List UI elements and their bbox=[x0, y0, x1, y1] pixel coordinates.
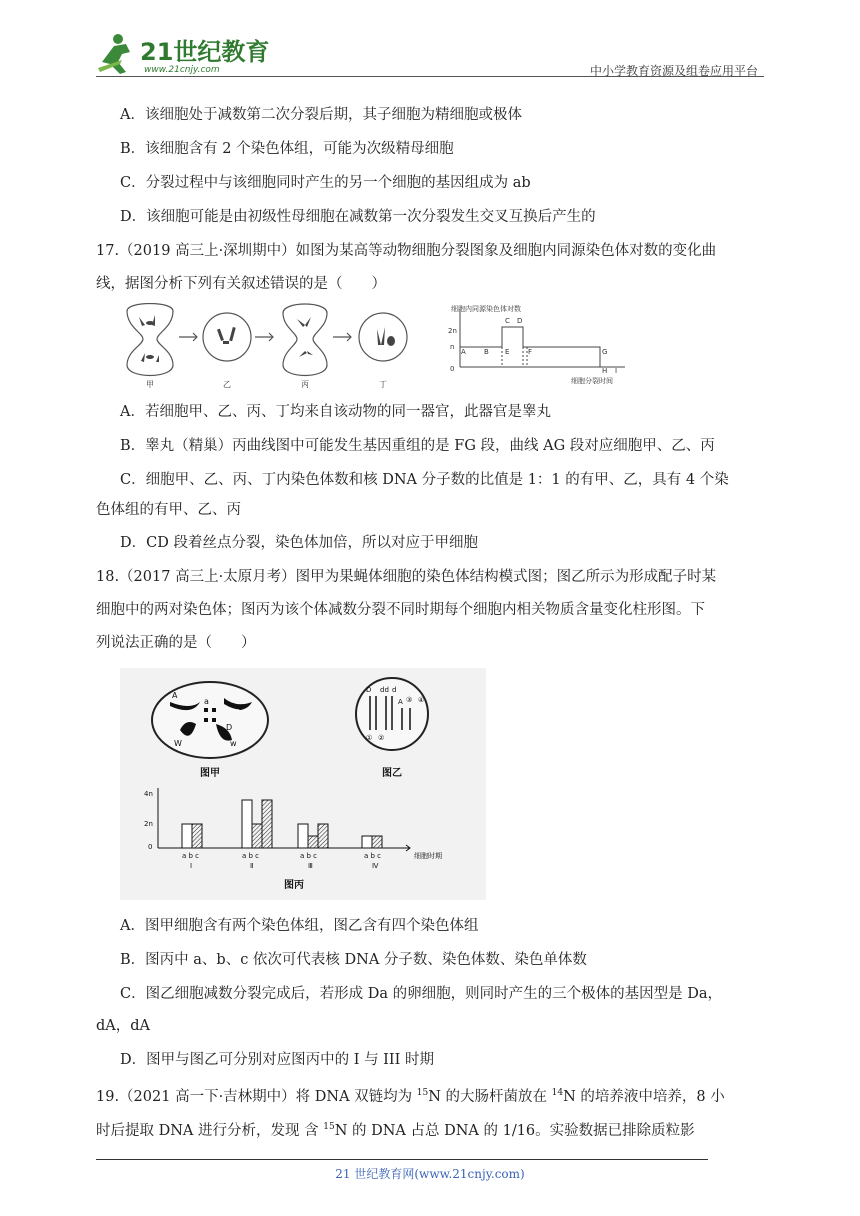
svg-text:E: E bbox=[505, 348, 510, 356]
svg-text:④: ④ bbox=[418, 696, 425, 704]
svg-text:dd: dd bbox=[380, 686, 389, 694]
svg-text:C: C bbox=[505, 317, 510, 325]
svg-text:Ⅰ: Ⅰ bbox=[190, 862, 193, 870]
svg-text:②: ② bbox=[378, 734, 385, 742]
q17-option-c-cont: 色体组的有甲、乙、丙 bbox=[96, 502, 241, 518]
svg-text:Ⅲ: Ⅲ bbox=[308, 862, 313, 870]
q18-stem-line2: 细胞中的两对染色体；图丙为该个体减数分裂不同时期每个细胞内相关物质含量变化柱形图。下 bbox=[96, 602, 705, 618]
q17-option-c: C．细胞甲、乙、丙、丁内染色体数和核 DNA 分子数的比值是 1：1 的有甲、乙，具有 4 个染 bbox=[120, 472, 729, 488]
svg-text:0: 0 bbox=[148, 843, 153, 851]
svg-text:乙: 乙 bbox=[223, 380, 231, 389]
q16-option-a: A．该细胞处于减数第二次分裂后期，其子细胞为精细胞或极体 bbox=[120, 107, 522, 123]
q19-stem-line2: 时后提取 DNA 进行分析，发现 含 $^{15}$N 的 DNA 占总 DNA 的 1/16。实验数据已排除质粒影 bbox=[96, 1122, 695, 1139]
svg-text:丙: 丙 bbox=[301, 380, 309, 389]
svg-text:a b c: a b c bbox=[242, 852, 260, 860]
q17-stem-line1: 17.（2019 高三上·深圳期中）如图为某高等动物细胞分裂图象及细胞内同源染色体对数的变化曲 bbox=[96, 243, 717, 259]
svg-text:2n: 2n bbox=[144, 820, 153, 828]
q18-stem-line1: 18.（2017 高三上·太原月考）图甲为果蝇体细胞的染色体结构模式图；图乙所示为形成配子时某 bbox=[96, 569, 717, 585]
q19-stem-line1: 19.（2021 高一下·吉林期中）将 DNA 双链均为 $^{15}$N 的大肠杆菌放在 $^{14}$N 的培养液中培养，8 小 bbox=[96, 1088, 725, 1105]
svg-text:细胞时期: 细胞时期 bbox=[414, 852, 442, 860]
footer-site[interactable]: 21 世纪教育网(www.21cnjy.com) bbox=[335, 1167, 525, 1181]
q17-option-b: B．睾丸（精巢）丙曲线图中可能发生基因重组的是 FG 段，曲线 AG 段对应细胞甲、乙、丙 bbox=[120, 438, 715, 454]
page-header bbox=[96, 32, 764, 78]
svg-text:a: a bbox=[204, 697, 209, 706]
q17-option-a: A．若细胞甲、乙、丙、丁均来自该动物的同一器官，此器官是睾丸 bbox=[120, 404, 551, 420]
header-divider bbox=[96, 76, 764, 77]
svg-text:n: n bbox=[450, 343, 455, 351]
svg-text:B: B bbox=[484, 348, 489, 356]
q18-stem-line3: 列说法正确的是（ ） bbox=[96, 635, 256, 651]
platform-title: 中小学教育资源及组卷应用平台 bbox=[589, 64, 758, 78]
svg-text:4n: 4n bbox=[144, 790, 153, 798]
svg-text:a b c: a b c bbox=[300, 852, 318, 860]
q18-figure bbox=[120, 668, 486, 900]
svg-text:细胞分裂时间: 细胞分裂时间 bbox=[571, 377, 613, 385]
svg-text:0: 0 bbox=[450, 365, 455, 373]
svg-text:H: H bbox=[602, 367, 608, 375]
svg-text:a b c: a b c bbox=[364, 852, 382, 860]
svg-text:细胞内同源染色体对数: 细胞内同源染色体对数 bbox=[451, 305, 521, 313]
svg-text:图甲: 图甲 bbox=[200, 768, 220, 779]
svg-text:21世纪教育: 21世纪教育 bbox=[140, 38, 270, 66]
svg-text:①: ① bbox=[366, 734, 373, 742]
svg-text:W: W bbox=[174, 739, 182, 748]
svg-text:③: ③ bbox=[406, 696, 413, 704]
q16-option-c: C．分裂过程中与该细胞同时产生的另一个细胞的基因组成为 ab bbox=[120, 175, 531, 191]
q18-option-a: A．图甲细胞含有两个染色体组，图乙含有四个染色体组 bbox=[120, 918, 479, 934]
svg-text:F: F bbox=[528, 348, 533, 356]
svg-text:A: A bbox=[398, 698, 403, 706]
svg-text:a b c: a b c bbox=[182, 852, 200, 860]
svg-text:D: D bbox=[366, 686, 372, 694]
q17-option-d: D．CD 段着丝点分裂，染色体加倍，所以对应于甲细胞 bbox=[120, 535, 478, 551]
q18-option-c-cont: dA，dA bbox=[96, 1018, 151, 1034]
svg-text:D: D bbox=[517, 317, 523, 325]
svg-text:G: G bbox=[602, 348, 608, 356]
q16-option-d: D．该细胞可能是由初级性母细胞在减数第一次分裂发生交叉互换后产生的 bbox=[120, 209, 596, 225]
q16-option-b: B．该细胞含有 2 个染色体组，可能为次级精母细胞 bbox=[120, 141, 454, 157]
q17-figure bbox=[115, 303, 645, 391]
footer-divider bbox=[96, 1159, 708, 1160]
svg-text:A: A bbox=[172, 691, 178, 700]
svg-text:w: w bbox=[230, 739, 237, 748]
svg-text:Ⅱ: Ⅱ bbox=[250, 862, 254, 870]
q18-option-c: C．图乙细胞减数分裂完成后，若形成 Da 的卵细胞，则同时产生的三个极体的基因型是 Da， bbox=[120, 986, 722, 1002]
svg-text:d: d bbox=[392, 686, 397, 694]
svg-text:Ⅳ: Ⅳ bbox=[372, 862, 379, 870]
svg-text:图乙: 图乙 bbox=[382, 768, 402, 779]
svg-text:丁: 丁 bbox=[379, 380, 387, 389]
svg-text:I: I bbox=[615, 367, 618, 375]
svg-text:d: d bbox=[238, 703, 244, 712]
svg-text:www.21cnjy.com: www.21cnjy.com bbox=[144, 65, 220, 75]
svg-text:D: D bbox=[226, 723, 233, 732]
svg-text:甲: 甲 bbox=[146, 380, 154, 389]
q18-option-b: B．图丙中 a、b、c 依次可代表核 DNA 分子数、染色体数、染色单体数 bbox=[120, 952, 587, 968]
svg-text:2n: 2n bbox=[448, 327, 457, 335]
svg-text:图丙: 图丙 bbox=[284, 880, 304, 891]
q17-stem-line2: 线，据图分析下列有关叙述错误的是（ ） bbox=[96, 276, 386, 292]
site-logo bbox=[96, 32, 276, 76]
svg-text:A: A bbox=[461, 348, 466, 356]
q18-option-d: D．图甲与图乙可分别对应图丙中的 I 与 III 时期 bbox=[120, 1052, 434, 1068]
